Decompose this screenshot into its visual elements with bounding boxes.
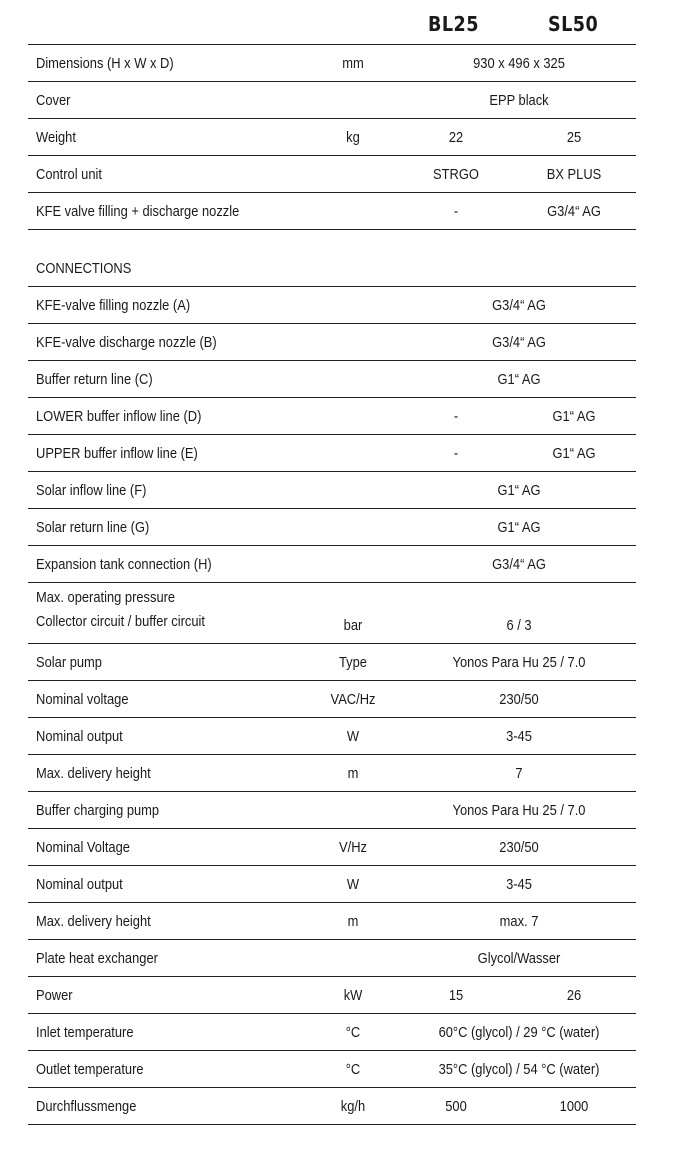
row-value-both-text: G1“ AG: [497, 371, 541, 388]
row-label-text: Solar inflow line (F): [36, 482, 147, 499]
row-label: [36, 556, 212, 573]
row-value-both-text: 230/50: [499, 691, 539, 708]
table-row: [28, 360, 636, 397]
table-row: [28, 976, 636, 1013]
row-value-both-text: 6 / 3: [506, 617, 532, 634]
row-unit-text: V/Hz: [339, 839, 367, 856]
table-row: [28, 791, 636, 828]
row-unit-text: bar: [343, 617, 363, 634]
row-label-text-line2: Collector circuit / buffer circuit: [36, 613, 205, 630]
table-row: [28, 643, 636, 680]
row-label: [36, 445, 198, 462]
row-label: [36, 691, 129, 708]
row-label-text: Nominal voltage: [36, 691, 129, 708]
row-unit-text: °C: [345, 1024, 361, 1041]
section-heading: [36, 260, 131, 277]
row-label: [36, 166, 102, 183]
row-unit-text: kW: [343, 987, 363, 1004]
row-label-text: Buffer return line (C): [36, 371, 153, 388]
row-label-text: KFE-valve filling nozzle (A): [36, 297, 191, 314]
row-value-bl25-text: 22: [448, 129, 464, 146]
table-row: [28, 508, 636, 545]
row-label-text: Nominal output: [36, 876, 123, 893]
table-row: [28, 471, 636, 508]
row-label: [36, 1061, 144, 1078]
row-unit-text: W: [346, 876, 360, 893]
table-row: [28, 902, 636, 939]
row-unit-text: m: [347, 913, 359, 930]
row-label: [36, 408, 201, 425]
row-label-text: UPPER buffer inflow line (E): [36, 445, 198, 462]
row-label-text: Plate heat exchanger: [36, 950, 158, 967]
row-label: [36, 913, 151, 930]
row-value-both-text: 930 x 496 x 325: [473, 55, 565, 72]
row-value-both-text: G3/4“ AG: [492, 297, 546, 314]
row-label-text: Inlet temperature: [36, 1024, 134, 1041]
row-value-bl25-text: STRGO: [433, 166, 479, 183]
table-row: [28, 1087, 636, 1125]
row-unit-text: mm: [342, 55, 364, 72]
table-row: [28, 81, 636, 118]
row-value-both-text: 60°C (glycol) / 29 °C (water): [438, 1024, 600, 1041]
row-label: [36, 728, 123, 745]
row-value-sl50-text: 25: [566, 129, 582, 146]
row-label-text: Control unit: [36, 166, 102, 183]
table-row: [28, 865, 636, 902]
row-unit-text: W: [346, 728, 360, 745]
row-value-both-text: G3/4“ AG: [492, 556, 546, 573]
table-row: [28, 397, 636, 434]
row-label-text: Weight: [36, 129, 76, 146]
row-label: [36, 92, 70, 109]
table-row: [28, 155, 636, 192]
row-label: [36, 765, 151, 782]
row-unit-text: kg: [346, 129, 360, 146]
row-unit-text: m: [347, 765, 359, 782]
column-header-sl50: SL50: [548, 12, 599, 36]
row-value-sl50-text: 26: [566, 987, 582, 1004]
row-label-text: Durchflussmenge: [36, 1098, 137, 1115]
row-value-sl50-text: G1“ AG: [552, 408, 596, 425]
table-row: [28, 1050, 636, 1087]
row-value-both-text: G3/4“ AG: [492, 334, 546, 351]
row-unit-text: Type: [339, 654, 367, 671]
row-value-both-text: Yonos Para Hu 25 / 7.0: [452, 802, 586, 819]
row-label: [36, 950, 158, 967]
row-label-text: Buffer charging pump: [36, 802, 160, 819]
table-row: [28, 192, 636, 229]
row-label: [36, 129, 76, 146]
table-row: [28, 44, 636, 81]
table-row: [28, 754, 636, 791]
row-unit-text: VAC/Hz: [330, 691, 376, 708]
row-label: [36, 586, 205, 634]
row-value-bl25-text: -: [453, 445, 459, 462]
row-value-sl50-text: G1“ AG: [552, 445, 596, 462]
row-value-bl25-text: 500: [445, 1098, 467, 1115]
row-value-both-text: G1“ AG: [497, 519, 541, 536]
row-value-bl25-text: 15: [448, 987, 464, 1004]
row-label-text: Outlet temperature: [36, 1061, 144, 1078]
row-label: [36, 654, 102, 671]
row-value-both-text: Glycol/Wasser: [477, 950, 561, 967]
table-row: [28, 1013, 636, 1050]
row-label-text: Solar return line (G): [36, 519, 150, 536]
row-value-both-text: G1“ AG: [497, 482, 541, 499]
row-unit-text: kg/h: [340, 1098, 366, 1115]
row-label: [36, 802, 159, 819]
row-value-both-text: Yonos Para Hu 25 / 7.0: [452, 654, 586, 671]
row-label: [36, 1024, 134, 1041]
row-label-text: Power: [36, 987, 73, 1004]
row-value-bl25-text: -: [453, 203, 459, 220]
table-row: [28, 828, 636, 865]
spec-table: [28, 0, 636, 1125]
row-value-sl50-text: 1000: [559, 1098, 589, 1115]
table-row: [28, 680, 636, 717]
section-heading-row: [28, 229, 636, 286]
row-label: [36, 371, 153, 388]
table-row: [28, 323, 636, 360]
table-row: [28, 717, 636, 754]
row-label: [36, 519, 149, 536]
row-value-both-text: max. 7: [499, 913, 539, 930]
table-row: [28, 118, 636, 155]
row-label: [36, 334, 217, 351]
row-label: [36, 55, 174, 72]
row-label-text: CONNECTIONS: [36, 260, 132, 277]
row-label: [36, 839, 130, 856]
row-value-both-text: 3-45: [506, 728, 532, 745]
column-header-bl25: BL25: [428, 12, 479, 36]
table-header: [28, 0, 636, 44]
row-label-text: Nominal Voltage: [36, 839, 130, 856]
row-label: [36, 203, 239, 220]
row-value-bl25-text: -: [453, 408, 459, 425]
row-label-text: Max. operating pressure: [36, 589, 176, 606]
row-label: [36, 482, 146, 499]
row-label-text: Solar pump: [36, 654, 102, 671]
row-label: [36, 1098, 136, 1115]
row-label: [36, 987, 73, 1004]
table-row: [28, 582, 636, 643]
row-value-both-text: 7: [515, 765, 523, 782]
table-row: [28, 434, 636, 471]
row-label-text: Max. delivery height: [36, 913, 151, 930]
table-body: [28, 44, 636, 1125]
row-label: [36, 876, 123, 893]
row-label-text: Cover: [36, 92, 71, 109]
row-value-sl50-text: G3/4“ AG: [547, 203, 601, 220]
table-row: [28, 545, 636, 582]
table-row: [28, 286, 636, 323]
row-label-text: KFE-valve discharge nozzle (B): [36, 334, 217, 351]
row-value-both-text: 3-45: [506, 876, 532, 893]
row-value-both-text: EPP black: [489, 92, 549, 109]
row-label-text: LOWER buffer inflow line (D): [36, 408, 202, 425]
row-label: [36, 297, 190, 314]
row-label-text: Dimensions (H x W x D): [36, 55, 174, 72]
row-label-text: Max. delivery height: [36, 765, 151, 782]
row-label-text: KFE valve filling + discharge nozzle: [36, 203, 240, 220]
row-unit-text: °C: [345, 1061, 361, 1078]
row-value-sl50-text: BX PLUS: [546, 166, 602, 183]
row-label-text: Expansion tank connection (H): [36, 556, 212, 573]
row-value-both-text: 35°C (glycol) / 54 °C (water): [438, 1061, 600, 1078]
row-label-text: Nominal output: [36, 728, 123, 745]
row-value-both-text: 230/50: [499, 839, 539, 856]
table-row: [28, 939, 636, 976]
